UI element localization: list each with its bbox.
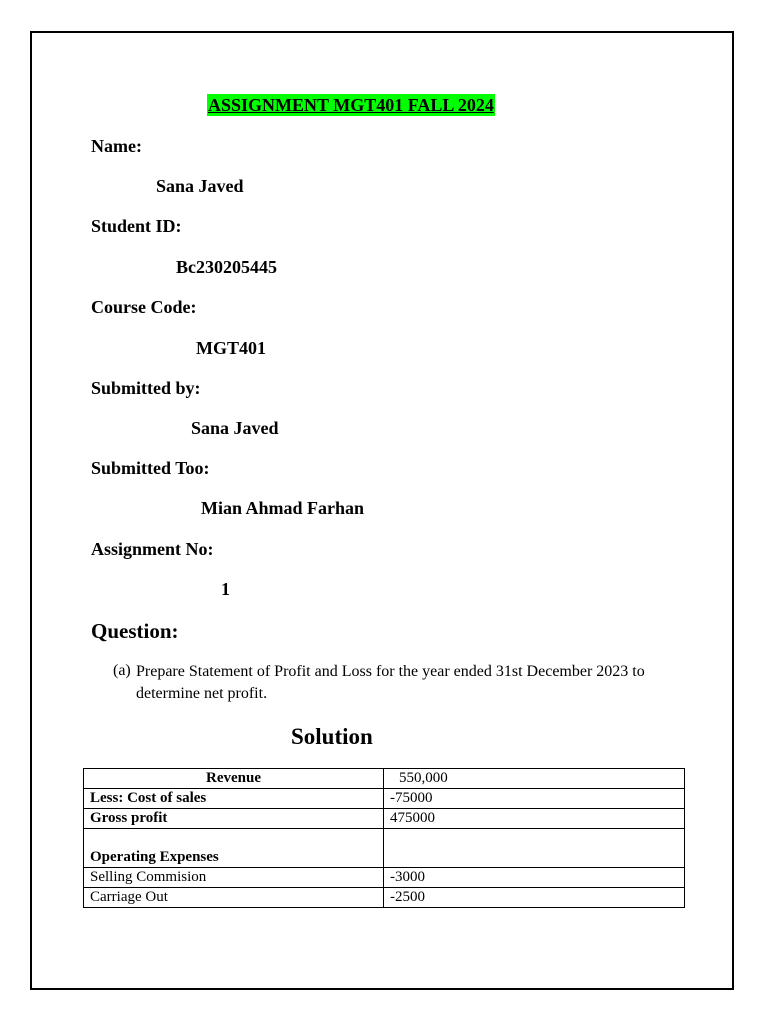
row-label-operating-expenses: Operating Expenses: [84, 829, 384, 868]
submitted-by-value: Sana Javed: [191, 418, 279, 438]
table-row: [84, 868, 685, 888]
course-code-label: Course Code:: [91, 297, 197, 317]
submitted-to-label: Submitted Too:: [91, 458, 210, 478]
submitted-to-value: Mian Ahmad Farhan: [201, 498, 365, 518]
row-label-gross-profit: Gross profit: [84, 809, 384, 829]
solution-heading: Solution: [291, 724, 373, 749]
student-id-label: Student ID:: [91, 216, 182, 236]
name-label: Name:: [91, 136, 142, 156]
submitted-by-label: Submitted by:: [91, 378, 201, 398]
table-row: [84, 769, 685, 789]
question-heading: Question:: [91, 619, 179, 643]
table-row: [84, 789, 685, 809]
row-value-revenue: 550,000: [384, 769, 685, 789]
row-label-selling-commision: Selling Commision: [84, 868, 384, 888]
table-row: [84, 829, 685, 868]
name-value: Sana Javed: [156, 176, 244, 196]
row-value-carriage-out: -2500: [384, 888, 685, 908]
row-label-cost-of-sales: Less: Cost of sales: [84, 789, 384, 809]
student-id-value: Bc230205445: [176, 257, 277, 277]
row-label-carriage-out: Carriage Out: [84, 888, 384, 908]
assignment-no-label: Assignment No:: [91, 539, 214, 559]
assignment-no-value: 1: [221, 579, 230, 599]
document-title: ASSIGNMENT MGT401 FALL 2024: [208, 95, 494, 115]
table-row: [84, 888, 685, 908]
row-value-selling-commision: -3000: [384, 868, 685, 888]
table-row: [84, 809, 685, 829]
row-value-gross-profit: 475000: [384, 809, 685, 829]
question-text: Prepare Statement of Profit and Loss for the year ended 31st December 2023 to determine net profit.: [136, 663, 645, 702]
row-value-operating-expenses: [384, 829, 685, 868]
question-marker: (a): [113, 662, 131, 679]
profit-loss-table: [83, 768, 685, 908]
row-value-cost-of-sales: -75000: [384, 789, 685, 809]
row-label-revenue: Revenue: [84, 769, 384, 789]
course-code-value: MGT401: [196, 338, 266, 358]
